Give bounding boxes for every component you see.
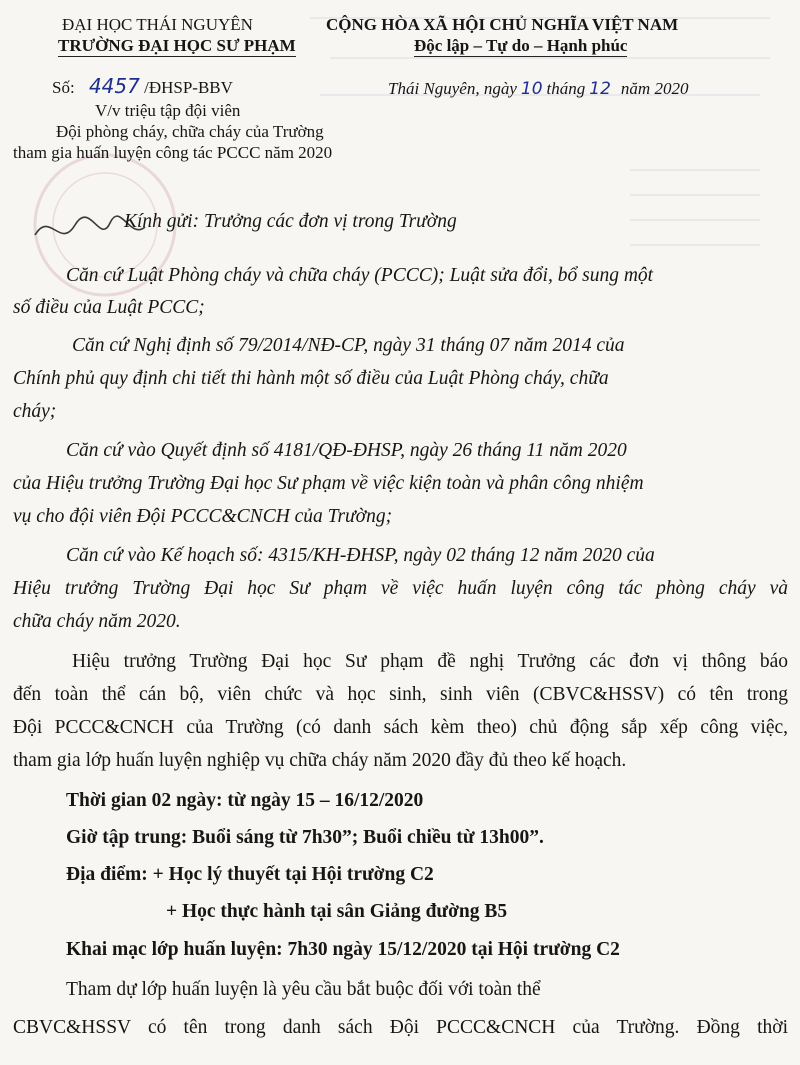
university-name: ĐẠI HỌC THÁI NGUYÊN: [62, 15, 253, 34]
subject-line-3: tham gia huấn luyện công tác PCCC năm 2020: [13, 143, 333, 162]
body-line: tham gia lớp huấn luyện nghiệp vụ chữa cháy năm 2020 đầy đủ theo kế hoạch.: [13, 750, 627, 771]
schedule-time: Giờ tập trung: Buổi sáng từ 7h30”; Buổi chiều từ 13h00”.: [66, 827, 544, 848]
body-line: Chính phủ quy định chi tiết thi hành một số điều của Luật Phòng cháy, chữa: [13, 368, 609, 389]
year-label: năm 2020: [620, 79, 689, 98]
date-prefix: Thái Nguyên, ngày: [388, 79, 517, 98]
school-name-text: TRƯỜNG ĐẠI HỌC SƯ PHẠM: [58, 36, 296, 55]
subject-line-1: V/v triệu tập đội viên: [95, 101, 241, 120]
body-line: Hiệu trưởng Trường Đại học Sư phạm về việc huấn luyện công tác phòng cháy và: [13, 578, 788, 599]
school-name: [58, 35, 296, 56]
body-line: Căn cứ vào Quyết định số 4181/QĐ-ĐHSP, ngày 26 tháng 11 năm 2020: [66, 440, 627, 461]
body-line: của Hiệu trưởng Trường Đại học Sư phạm về việc kiện toàn và phân công nhiệm: [13, 473, 644, 494]
opening-ceremony: Khai mạc lớp huấn luyện: 7h30 ngày 15/12/2020 tại Hội trường C2: [66, 939, 620, 960]
schedule-location-2: + Học thực hành tại sân Giảng đường B5: [166, 901, 508, 922]
number-suffix: /ĐHSP-BBV: [144, 78, 233, 97]
body-line: cháy;: [13, 401, 57, 422]
body-line: CBVC&HSSV có tên trong danh sách Đội PCCC&CNCH của Trường. Đồng thời: [13, 1017, 788, 1038]
body-line: Tham dự lớp huấn luyện là yêu cầu bắt buộc đối với toàn thể: [66, 979, 541, 1000]
recipient: Kính gửi: Trưởng các đơn vị trong Trường: [124, 211, 457, 232]
number-prefix: Số:: [52, 78, 75, 97]
body-line: Đội PCCC&CNCH của Trường (có danh sách kèm theo) chủ động sắp xếp công việc,: [13, 717, 788, 738]
motto: [414, 35, 627, 56]
schedule-duration: Thời gian 02 ngày: từ ngày 15 – 16/12/2020: [66, 790, 424, 811]
body-line: Hiệu trưởng Trường Đại học Sư phạm đề nghị Trưởng các đơn vị thông báo: [72, 651, 788, 672]
body-line: Căn cứ Luật Phòng cháy và chữa cháy (PCCC); Luật sửa đổi, bổ sung một: [66, 265, 654, 286]
day-handwritten: 10: [520, 79, 543, 99]
body-line: Căn cứ Nghị định số 79/2014/NĐ-CP, ngày 31 tháng 07 năm 2014 của: [72, 335, 625, 356]
schedule-location-1: Địa điểm: + Học lý thuyết tại Hội trường C2: [66, 864, 434, 885]
country-name: CỘNG HÒA XÃ HỘI CHỦ NGHĨA VIỆT NAM: [326, 15, 679, 34]
month-handwritten: 12: [589, 79, 611, 99]
body-line: số điều của Luật PCCC;: [13, 297, 205, 318]
body-line: đến toàn thể cán bộ, viên chức và học sinh, sinh viên (CBVC&HSSV) có tên trong: [13, 684, 788, 705]
number-handwritten: 4457: [88, 74, 140, 98]
body-line: chữa cháy năm 2020.: [13, 611, 181, 632]
month-label: tháng: [546, 79, 586, 98]
motto-text: Độc lập – Tự do – Hạnh phúc: [414, 36, 628, 55]
body-line: vụ cho đội viên Đội PCCC&CNCH của Trường;: [13, 506, 393, 527]
date-line: [388, 78, 688, 100]
body-line: Căn cứ vào Kế hoạch số: 4315/KH-ĐHSP, ngày 02 tháng 12 năm 2020 của: [66, 545, 655, 566]
subject-line-2: Đội phòng cháy, chữa cháy của Trường: [56, 122, 324, 141]
document-number: [52, 76, 233, 98]
